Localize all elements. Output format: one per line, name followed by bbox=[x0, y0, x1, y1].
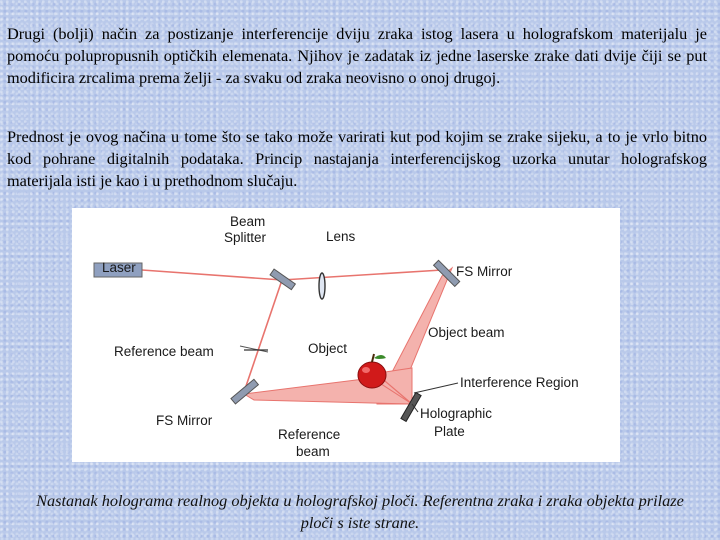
object-label: Object bbox=[308, 341, 348, 356]
hologram-setup-diagram bbox=[72, 208, 620, 462]
reference-beam-mid-label: Reference beam bbox=[114, 344, 214, 359]
beam-splitter-label-2: Splitter bbox=[224, 230, 267, 245]
object-beam-label: Object beam bbox=[428, 325, 505, 340]
apple-icon bbox=[358, 354, 386, 388]
fs-mirror-top-label: FS Mirror bbox=[456, 264, 513, 279]
lens-icon bbox=[319, 273, 325, 299]
intro-paragraph: Drugi (bolji) način za postizanje interferencije dviju zraka istog lasera u holografskom materijalu je pomoću polupropusnih optičkih elemenata. Njihov je zadatak iz jedne laserske zrake dati dvije čiji se put modificira zrcalima prema želji - za svaku od zraka neovisno o onoj drugoj. bbox=[7, 24, 707, 87]
reference-beam-bottom-label-2: beam bbox=[296, 444, 330, 459]
interference-pointer bbox=[414, 383, 458, 393]
laser-label: Laser bbox=[102, 260, 136, 275]
interference-region-label: Interference Region bbox=[460, 375, 579, 390]
advantage-paragraph: Prednost je ovog načina u tome što se tako može varirati kut pod kojim se zrake sijeku, a to je vrlo bitno kod pohrane digitalnih podataka. Princip nastajanja interferencijskog uzorka unutar holografskog materijala isti je kao i u prethodnom slučaju. bbox=[7, 127, 707, 190]
splitter-to-mirror-beam bbox=[282, 270, 442, 280]
reference-beam-bottom-label: Reference bbox=[278, 427, 341, 442]
holographic-plate-label: Holographic bbox=[420, 406, 493, 421]
reference-arrow-line bbox=[240, 346, 268, 352]
laser-beam bbox=[142, 270, 282, 280]
splitter-to-fs-mirror-beam bbox=[244, 280, 282, 392]
fs-mirror-bottom-label: FS Mirror bbox=[156, 413, 213, 428]
object-beam-region bbox=[390, 268, 452, 376]
holographic-plate-label-2: Plate bbox=[434, 424, 465, 439]
beam-splitter-label: Beam bbox=[230, 214, 266, 229]
lens-label: Lens bbox=[326, 229, 356, 244]
figure-caption: Nastanak holograma realnog objekta u holografskoj ploči. Referentna zraka i zraka objekta prilaze ploči s iste strane. bbox=[36, 491, 684, 532]
